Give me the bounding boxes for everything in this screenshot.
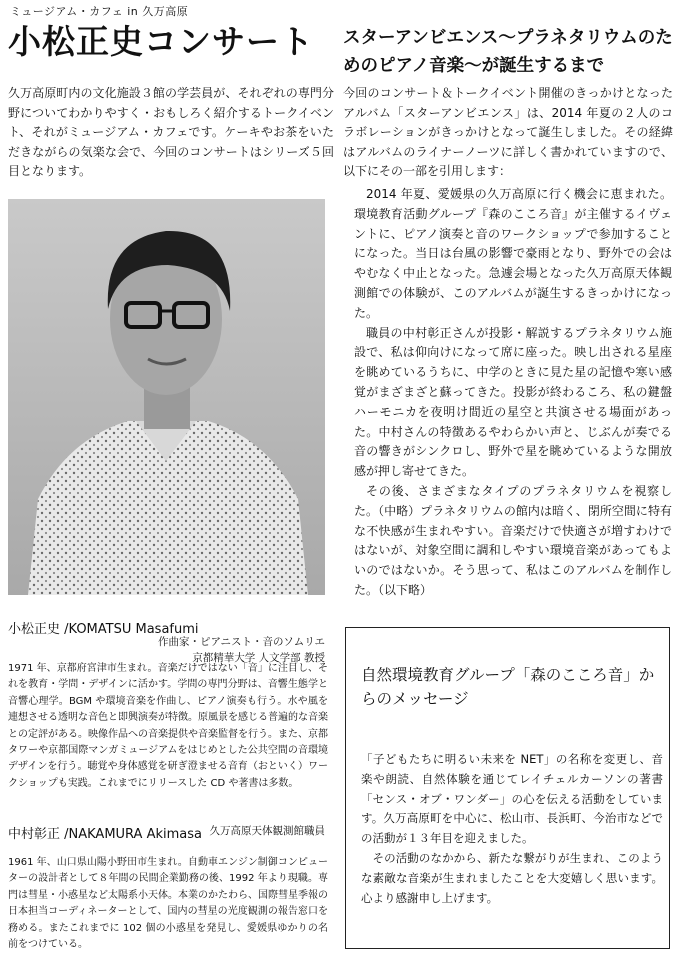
person1-bio: 1971 年、京都府宮津市生まれ。音楽だけではない「音」に注目し、それを教育・学問・デザインに活かす。学問の専門分野は、音響生態学と音響心理学。BGM や環境音楽を作曲し、ピアノ演奏も行う。水や風を連想させる透明な音色と即興演奏が特徴。原風景を感じる普遍的な音楽との定評がある。映像作品への音楽提供や音楽監督を行う。また、京都タワーや京都国際マンガミュージアムをはじめとした公共空間の音環境デザインを行う。聴覚や身体感覚を研ぎ澄ませる音育（おといく）ワークショップも実践。これまでにリリースした CD や著書は多数。	[8, 663, 328, 789]
quote-paragraph-3: その後、さまざまなタイプのプラネタリウムを視察した。（中略）プラネタリウムの館内は暗く、閉所空間に特有な不快感が生まれやすい。音楽だけで快適さが増すわけではないが、対象空間に調和しやすい環境音楽があってもよいのではないか。そう思って、私はこのアルバムを制作した。（以下略）	[354, 483, 672, 597]
person1-title-line1: 作曲家・ピアニスト・音のソムリエ	[158, 636, 325, 648]
portrait-photo	[8, 199, 325, 595]
article-lead: 今回のコンサート＆トークイベント開催のきっかけとなったアルバム「スターアンビエンス」は、2014 年夏の２人のコラボレーションがきっかけとなって誕生しました。その経緯はアルバムのライナーノーツに詳しく書かれていますので、以下にその一部を引用します：	[343, 86, 673, 178]
person1-title-line2: 京都精華大学 人文学部 教授	[192, 652, 325, 664]
kicker-label: ミュージアム・カフェ in 久万高原	[10, 5, 189, 18]
person2-bio: 1961 年、山口県山陽小野田市生まれ。自動車エンジン制御コンピューターの設計者として８年間の民間企業勤務の後、1992 年より現職。専門は彗星・小惑星など太陽系小天体。本業のかたわら、国際彗星季報の日本担当コーディネーターとして、国内の彗星の光度観測の報告窓口を務める。またこれまでに 102 個の小惑星を発見し、愛媛県ゆかりの名前をつけている。	[8, 857, 328, 951]
quote-paragraph-1: 2014 年夏、愛媛県の久万高原に行く機会に恵まれた。環境教育活動グループ『森のこころ音』が主催するイヴェントに、ピアノ演奏と音のワークショップで参加することになった。当日は台風の影響で豪雨となり、野外での会はやむなく中止となった。急遽会場となった久万高原天体観測館での体験が、このアルバムが誕生するきっかけになった。	[354, 187, 672, 320]
message-paragraph-2: その活動のなかから、新たな繋がりが生まれ、このような素敵な音楽が生まれましたことを大変嬉しく思います。心より感謝申し上げます。	[361, 850, 663, 905]
message-heading: 自然環境教育グループ「森のこころ音」からのメッセージ	[361, 666, 655, 708]
intro-paragraph: 久万高原町内の文化施設３館の学芸員が、それぞれの専門分野についてわかりやすく・おもしろく紹介するトークイベント、それがミュージアム・カフェです。ケーキやお茶をいただきながらの気楽な会で、今回のコンサートはシリーズ５回目となります。	[8, 86, 334, 178]
quote-paragraph-2: 職員の中村彰正さんが投影・解説するプラネタリウム施設で、私は仰向けになって席に座った。映し出される星座を眺めているうちに、中学のときに見た星の記憶や寒い感覚がまざまざと蘇ってきた。投影が終わるころ、私の鍵盤ハーモニカを夜明け間近の星空と共演させる場面があった。中村さんの特徴あるやわらかい声と、じぶんが奏でる音の響きがシンクロし、野外で星を眺めているような開放感が押し寄せてきた。	[354, 325, 672, 479]
portrait-illustration	[8, 199, 325, 595]
message-paragraph-1: 「子どもたちに明るい未来を NET」の名称を変更し、音楽や朗読、自然体験を通じてレイチェルカーソンの著書「センス・オブ・ワンダー」の心を伝える活動をしています。久万高原町を中心に、松山市、長浜町、今治市などでの活動が１３年目を迎えました。	[361, 752, 663, 846]
page-title: 小松正史コンサート	[8, 22, 314, 61]
person1-name: 小松正史 /KOMATSU Masafumi	[8, 622, 199, 637]
person2-title: 久万高原天体観測館職員	[209, 825, 325, 837]
person2-name: 中村彰正 /NAKAMURA Akimasa	[8, 827, 202, 842]
message-body	[361, 750, 663, 908]
article-title: スターアンビエンス〜プラネタリウムのためのピアノ音楽〜が誕生するまで	[343, 28, 673, 76]
article-quote	[354, 185, 672, 601]
